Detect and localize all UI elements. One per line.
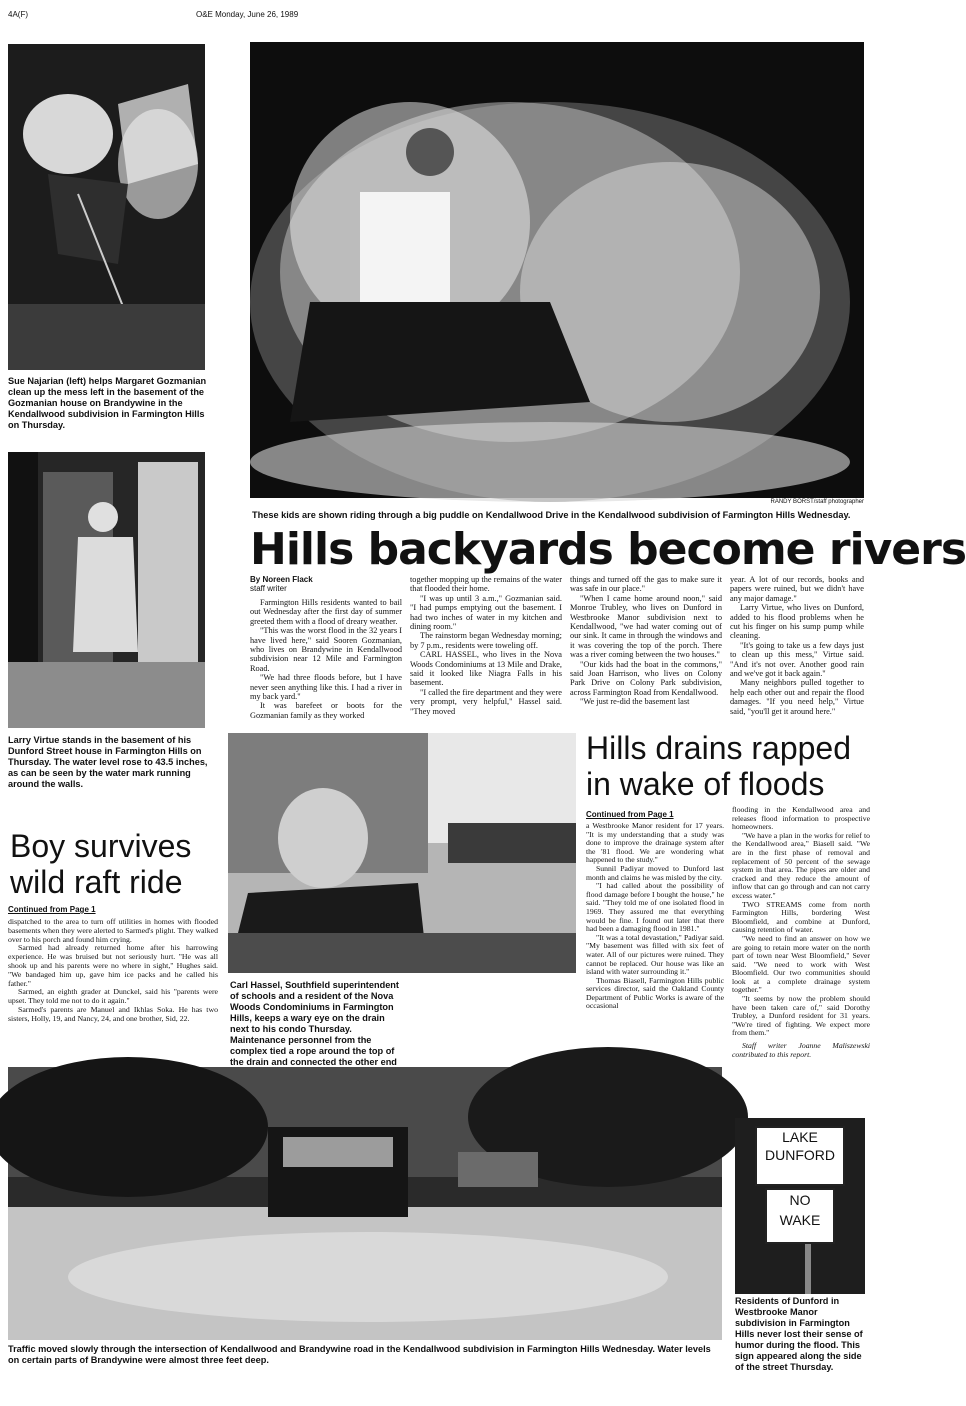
paragraph: Thomas Biasell, Farmington Hills public services director, said the Oakland County Department of Public Works is aware of the occasional [586,975,724,1011]
paragraph: Farmington Hills residents wanted to bail out Wednesday after the first day of summer greeted them with a flood of dreary weather. [250,598,402,626]
paragraph: CARL HASSEL, who lives in the Nova Woods Condominiums at 13 Mile and Drake, said it looked like Niagra Falls in his basement. [410,650,562,688]
photo-caption-gozmanian: Sue Najarian (left) helps Margaret Gozmanian clean up the mess left in the basement of the Gozmanian house on Brandywine in the Kendallwood subdivision in Farmington Hills on Thursday. [8,376,207,430]
paragraph: year. A lot of our records, books and papers were ruined, but we didn't have any major damage." [730,575,864,603]
sign-lower [765,1188,835,1244]
photo-caption-traffic: Traffic moved slowly through the intersection of Kendallwood and Brandywine road in the Kendallwood subdivision in Farmington Hills Wednesday. Water levels on certain parts of Brandywine were almost three feet deep. [8,1344,711,1365]
paragraph: "This was the worst flood in the 32 years I have lived here," said Sooren Gozmanian, who lives on Brandywine in Kendallwood subdivision near 12 Mile and Farmington Road. [250,626,402,673]
sign-line: LAKE [782,1129,818,1145]
photo-gozmanian [8,44,205,370]
paragraph: "Our kids had the boat in the commons," said Joan Harrison, who lives on Colony Park Drive on Colony Park subdivision, across Farmington Road from Kendallwood. [570,659,722,697]
boy-story-body [8,918,218,1024]
photo-caption-kids: These kids are shown riding through a big puddle on Kendallwood Drive in the Kendallwood subdivision of Farmington Hills Wednesday. [252,510,851,520]
photo-credit-kids: RANDY BORST/staff photographer [770,499,864,505]
photo-traffic [8,1067,722,1340]
paragraph: together mopping up the remains of the water that flooded their home. [410,575,562,594]
paragraph: things and turned off the gas to make sure it was safe in our place." [570,575,722,594]
drains-story-column-1 [586,822,724,1011]
paragraph: "I had called about the possibility of flood damage before I bought the house," he said. "They told me of one isolated flood in 1969. They assured me that everything would be fine. I found out later that there had been a damaging flood in 1981." [586,881,724,934]
photo-caption-virtue: Larry Virtue stands in the basement of his Dunford Street house in Farmington Hills on Thursday. The water level rose to 43.5 inches, as can be seen by the water mark running around the walls. [8,735,208,789]
drains-story-column-2 [732,806,870,1059]
paragraph: "It seems by now the problem should have been taken care of," said Dorothy Trubley, a Dunford resident for 31 years. "We're tired of fighting. We expect more from them." [732,994,870,1038]
paragraph: "We have a plan in the works for relief to the Kendallwood area," Biasell said. "We are in the first phase of removal and replacement of 50 percent of the sewage system in that area. The pipes are older and cracked and they reduce the amount of inflow that can go through and can not carry excess water." [732,830,870,900]
paragraph: Larry Virtue, who lives on Dunford, added to his flood problems when he cut his finger on his sump pump while cleaning. [730,603,864,641]
byline-author: By Noreen Flack [250,575,313,584]
byline-role: staff writer [250,584,287,593]
sign-line: NO [789,1192,811,1208]
main-story-column-4 [730,575,864,716]
paragraph: dispatched to the area to turn off utilities in homes with flooded basements when they were alerted to Sarmed's plight. They walked over to his porch and found him crying. [8,917,218,944]
drains-story-continued: Continued from Page 1 [586,810,674,819]
paragraph: "When I came home around noon," said Monroe Trubley, who lives on Dunford in Westbrooke Manor subdivision next to Kendallwood, "we had water coming out of our sink. It came in through the windows and it was covering the top of the porch. There was a river coming between the two houses." [570,593,722,660]
paragraph: "We had three floods before, but I have never seen anything like this. I had a river in my back yard." [250,673,402,702]
photo-kids-puddle [250,42,864,498]
paragraph: "We need to find an answer on how we are going to retain more water on the north part of town near West Bloomfield," Sever said. "We need to work with West Bloomfield. Our two communities should look at a complete drainage system together." [732,933,870,995]
paragraph: flooding in the Kendallwood area and releases flood information to prospective homeowners. [732,805,870,832]
paragraph: The rainstorm began Wednesday morning; by 7 p.m., residents were toweling off. [410,631,562,650]
photo-caption-hassel: Carl Hassel, Southfield superintendent of schools and a resident of the Nova Woods Condominiums in Farmington Hills, keeps a wary eye on the drain next to his condo Thursday. Maintenance personnel from the complex tied a rope around the top of the drain and connected the other end [230,980,399,1067]
main-headline: Hills backyards become rivers [250,524,966,575]
boy-story-continued: Continued from Page 1 [8,905,96,914]
paragraph: Sunnil Padiyar moved to Dunford last month and claims he was misled by the city. [586,863,724,882]
paragraph: Sarmed had already returned home after his harrowing experience. He was bruised but not seriously hurt. "He was all shook up and his parents were no where in sight," Hughes said. "We bandaged him up, gave him ice packs and he called his father." [8,943,218,988]
drains-story-headline: Hills drains rapped in wake of floods [586,730,852,802]
publication-date: O&E Monday, June 26, 1989 [196,10,299,19]
paragraph: TWO STREAMS come from north Farmington Hills, bordering West Bloomfield, and combine at Dunford, causing retention of water. [732,899,870,935]
sign-line: WAKE [779,1212,821,1228]
page-number: 4A(F) [8,10,28,19]
main-story-column-1 [250,575,402,720]
boy-story-headline: Boy survives wild raft ride [10,828,192,900]
paragraph: "It's going to take us a few days just to clean up this mess," Virtue said. "And it's not over. Another good rain and we've got it back again." [730,640,864,679]
photo-lake-dunford-sign [735,1118,865,1294]
contributor-note: Staff writer Joanne Maliszewski contributed to this report. [732,1041,870,1059]
photo-larry-virtue [8,452,205,728]
paragraph: Sarmed, an eighth grader at Dunckel, said his "parents were upset. They told me not to do it again." [8,987,218,1006]
byline [250,575,402,593]
photo-carl-hassel [228,733,576,973]
paragraph: "We just re-did the basement last [580,697,690,707]
paragraph: a Westbrooke Manor resident for 17 years. "It is my understanding that a study was done to improve the drainage system after the '81 flood. We are wondering what happened to the study." [586,821,724,865]
photo-caption-sign: Residents of Dunford in Westbrooke Manor subdivision in Farmington Hills never lost their sense of humor during the flood. This sign appeared along the side of the street Thursday. [735,1296,863,1372]
paragraph: "I was up until 3 a.m.," Gozmanian said. "I had pumps emptying out the basement. I had two inches of water in my kitchen and dining room." [410,593,562,632]
paragraph: "It was a total devastation," Padiyar said. "My basement was filled with six feet of water. All of our pictures were ruined. They cannot be replaced. Our house was like an island with water surrounding it." [586,932,724,977]
main-story-column-2 [410,575,562,716]
paragraph: Sarmed's parents are Manuel and Ikhlas Soka. He has two sisters, Holly, 19, and Nancy, 24, and one brother, Sid, 22. [8,1004,218,1023]
paragraph: "I called the fire department and they were very prompt, very helpful," Hassel said. "They moved [410,687,562,716]
paragraph: Many neighbors pulled together to help each other out and repair the flood damages. "If you need help," Virtue said, "you'll get it around here." [730,678,864,716]
main-story-column-3 [570,575,722,707]
paragraph: It was barefeet or boots for the Gozmanian family as they worked [250,701,402,720]
sign-upper [755,1126,845,1186]
sign-line: DUNFORD [765,1147,835,1163]
